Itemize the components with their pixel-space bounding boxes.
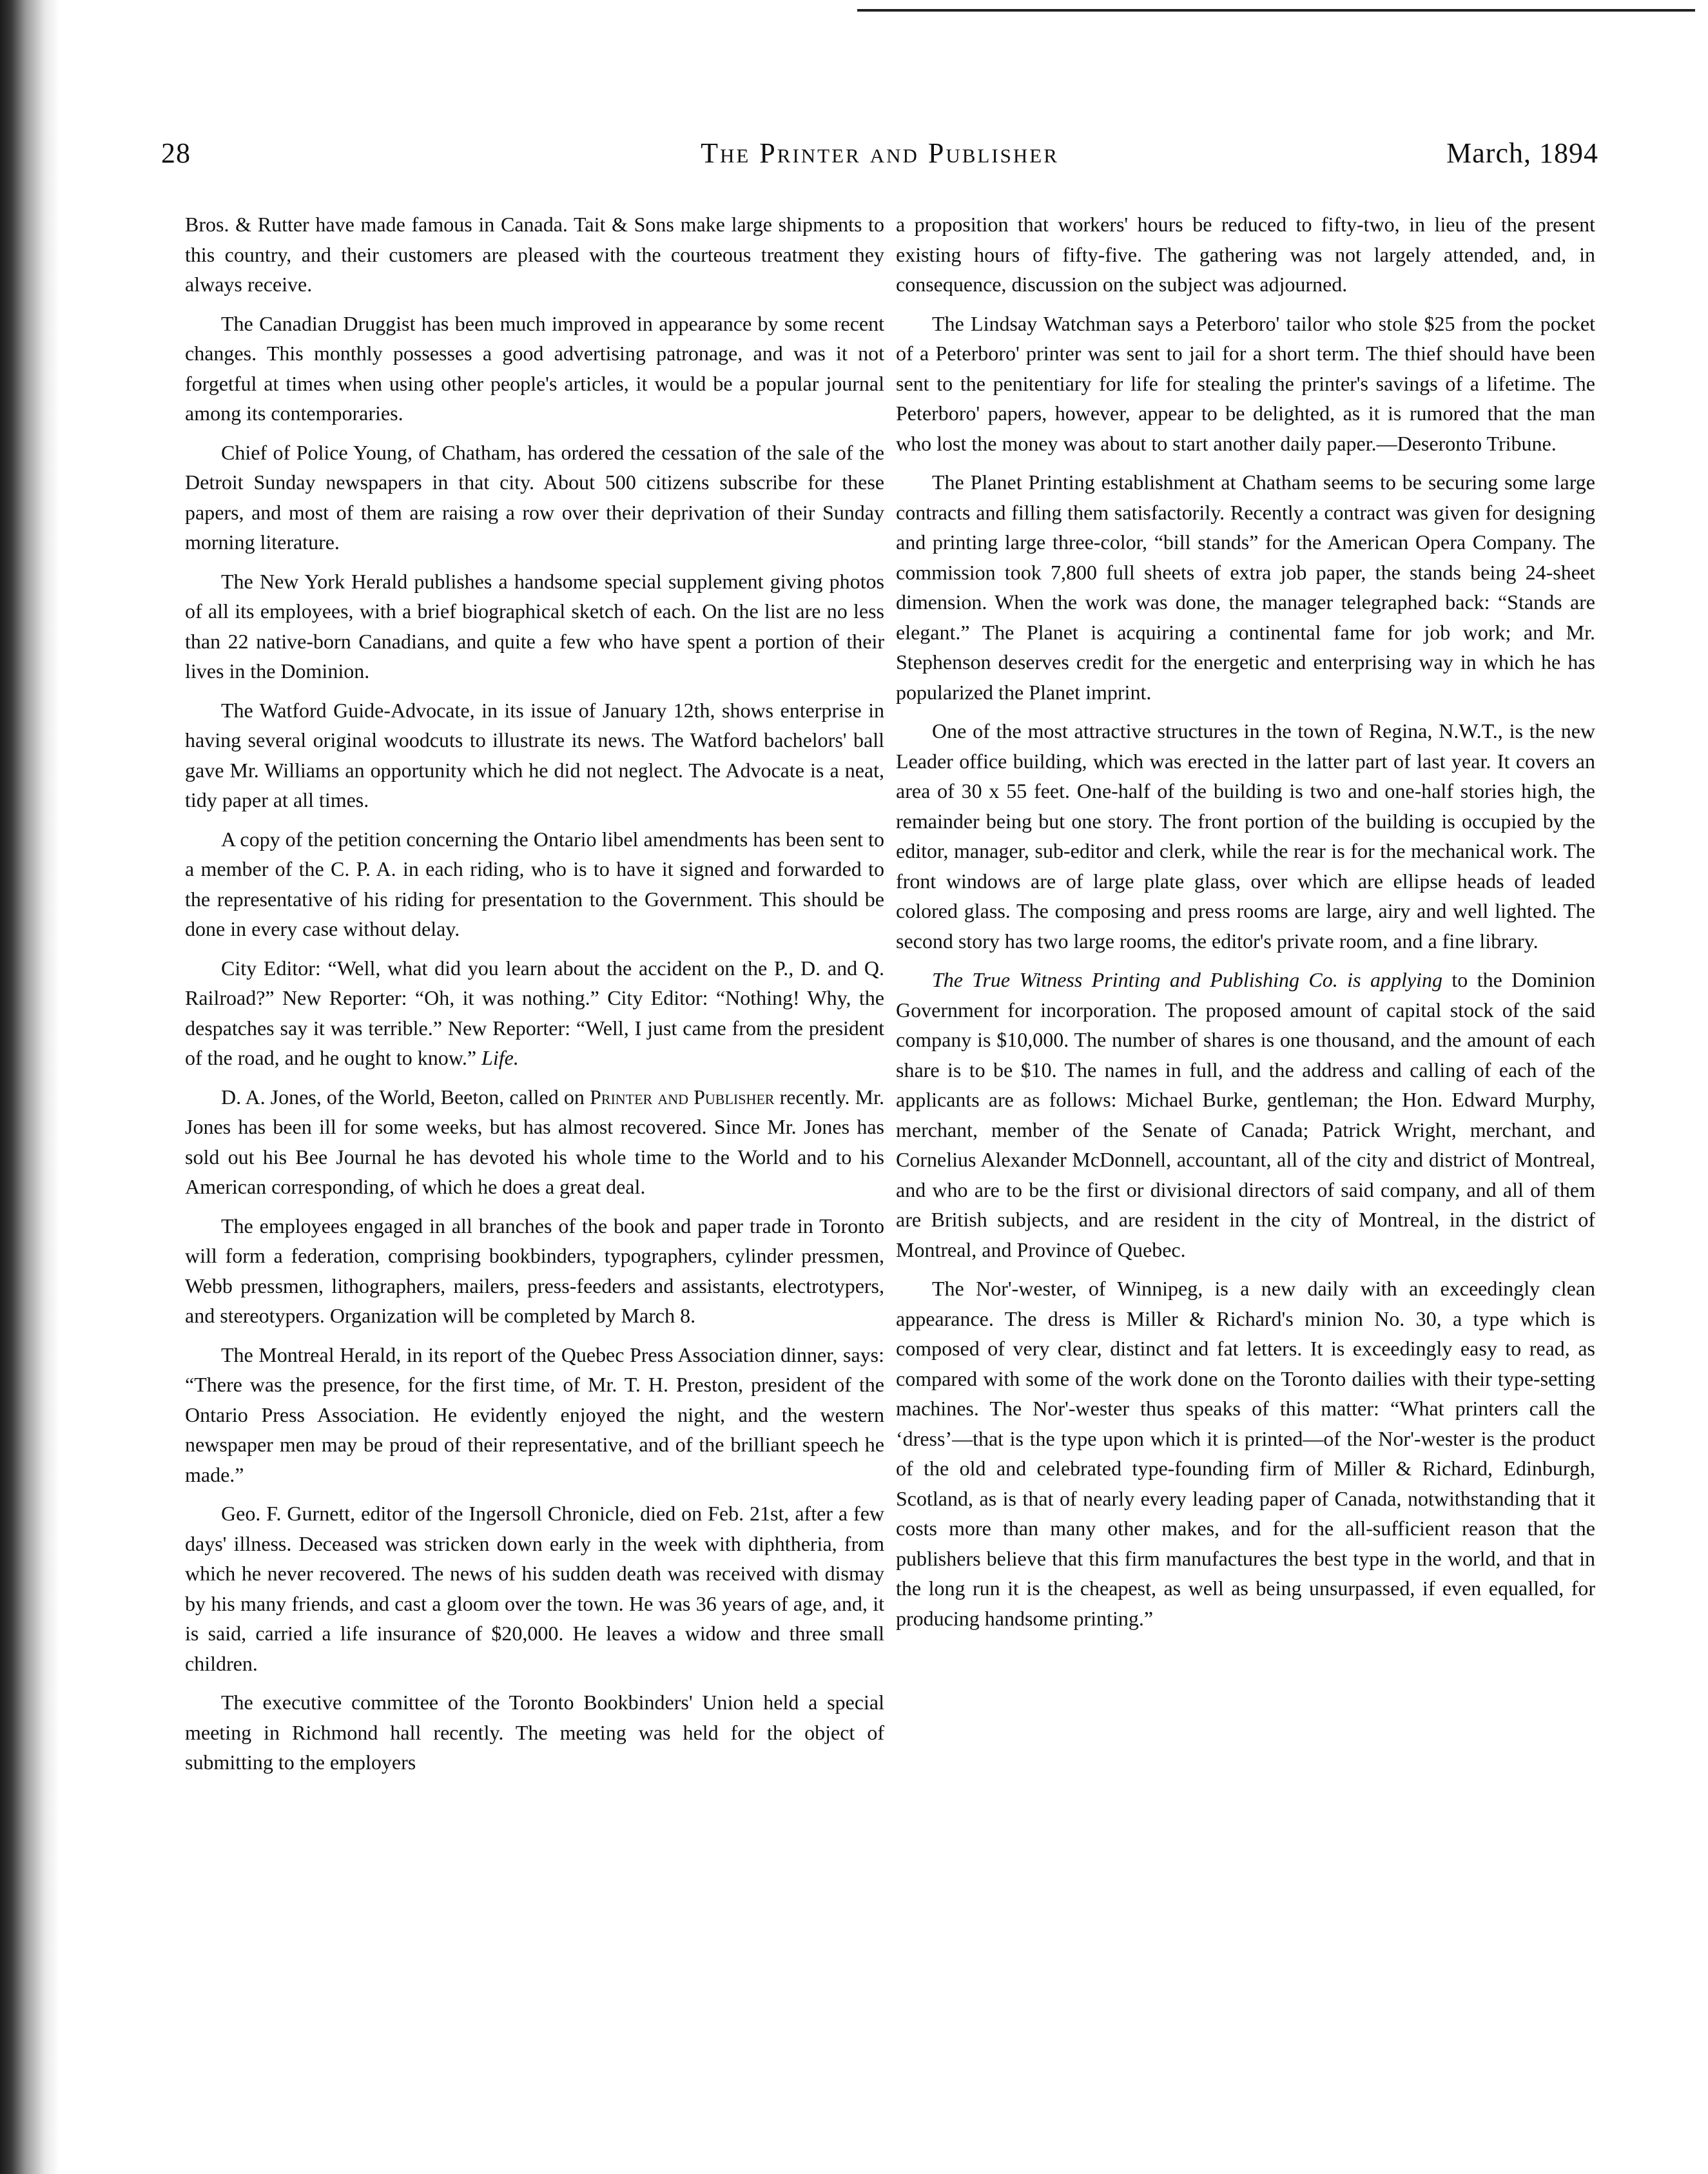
paragraph: A copy of the petition concerning the Ontario libel amendments has been sent to a member of the C. P. A. in each riding, who is to have it signed and forwarded to the representative of his riding for presentation to the Government. This should be done in every case without delay. bbox=[185, 827, 884, 940]
paragraph: One of the most attractive structures in the town of Regina, N.W.T., is the new Leader office building, which was erected in the latter part of last year. It covers an area of 30 x 55 feet. One-half of the building is two and one-half stories high, the remainder being but one story. The front portion of the building is occupied by the editor, manager, sub-editor and clerk, while the rear is for the mechanical work. The front windows are of large plate glass, over which are ellipse heads of leaded colored glass. The composing and press rooms are large, airy and well lighted. The second story has two large rooms, the editor's private room, and a fine library. bbox=[896, 719, 1595, 953]
running-title: The Printer and Publisher bbox=[701, 137, 1059, 169]
paragraph: a proposition that workers' hours be reduced to fifty-two, in lieu of the present existing hours of fifty-five. The gathering was not largely attended, and, in consequence, discussion on the subject was adjourned. bbox=[896, 213, 1595, 296]
paragraph: The Lindsay Watchman says a Peterboro' tailor who stole $25 from the pocket of a Peterboro' printer was sent to jail for a short term. The thief should have been sent to the penitentiary for life for stealing the printer's savings of a lifetime. The Peterboro' papers, however, appear to be delighted, as it is rumored that the man who lost the money was about to start another daily paper.—Deseronto Tribune. bbox=[896, 311, 1595, 455]
page-number: 28 bbox=[161, 137, 191, 169]
paragraph-text: D. A. Jones, of the World, Beeton, called on bbox=[221, 1085, 590, 1109]
paragraph: The Planet Printing establishment at Chatham seems to be securing some large contracts and filling them satisfactorily. Recently a contract was given for designing and printing large three-color, “bill stands” for the American Opera Company. The commission took 7,800 full sheets of extra job paper, the stands being 24-sheet dimension. When the work was done, the manager telegraphed back: “Stands are elegant.” The Planet is acquiring a continental fame for job work; and Mr. Stephenson deserves credit for the energetic and enterprising way in which he has popularized the Planet imprint. bbox=[896, 471, 1595, 704]
publication-name: Printer and Publisher bbox=[589, 1085, 775, 1109]
page-binding-edge bbox=[0, 0, 59, 2174]
paragraph bbox=[185, 1082, 884, 1202]
paragraph: The Montreal Herald, in its report of the Quebec Press Association dinner, says: “There was the presence, for the first time, of Mr. T. H. Preston, president of the Ontario Press Association. He evidently enjoyed the night, and the western newspaper men may be proud of their representative, and of the brilliant speech he made.” bbox=[185, 1343, 884, 1486]
paragraph-text: recently. Mr. Jones has been ill for some weeks, but has almost recovered. Since Mr. Jones has sold out his Bee Journal he has devoted his whole time to the World and to his American corresponding, of which he does a great deal. bbox=[185, 1085, 885, 1198]
paragraph: The executive committee of the Toronto Bookbinders' Union held a special meeting in Richmond hall recently. The meeting was held for the object of submitting to the employers bbox=[185, 1691, 884, 1774]
issue-date: March, 1894 bbox=[1446, 137, 1598, 169]
paragraph: The New York Herald publishes a handsome special supplement giving photos of all its employees, with a brief biographical sketch of each. On the list are no less than 22 native-born Canadians, and quite a few who have spent a portion of their lives in the Dominion. bbox=[185, 569, 884, 683]
paragraph: Geo. F. Gurnett, editor of the Ingersoll Chronicle, died on Feb. 21st, after a few days' illness. Deceased was stricken down early in the week with diphtheria, from which he never recovered. The news of his sudden death was received with dismay by his many friends, and cast a gloom over the town. He was 36 years of age, and, it is said, carried a life insurance of $20,000. He leaves a widow and three small children. bbox=[185, 1502, 884, 1675]
italic-lead: The True Witness Printing and Publishing Co. is applying bbox=[932, 968, 1442, 991]
paragraph-text: City Editor: “Well, what did you learn about the accident on the P., D. and Q. Railroad?” New Reporter: “Oh, it was nothing.” City Editor: “Nothing! Why, the despatches say it was terrible.” New Reporter: “Well, I just came from the president of the road, and he ought to know.” bbox=[185, 956, 884, 1069]
paragraph: The Nor'-wester, of Winnipeg, is a new daily with an exceedingly clean appearance. The dress is Miller & Richard's minion No. 30, a type which is composed of very clear, distinct and fat letters. It is exceedingly easy to read, as compared with some of the work done on the Toronto dailies with their type-setting machines. The Nor'-wester thus speaks of this matter: “What printers call the ‘dress’—that is the type upon which it is printed—of the Nor'-wester is the product of the old and celebrated type-founding firm of Miller & Richard, Edinburgh, Scotland, as is that of nearly every leading paper of Canada, notwithstanding that it costs more than many other makes, and for the all-sufficient reason that the publishers believe that this firm manufactures the best type in the world, and that in the long run it is the cheapest, as well as being unsurpassed, if even equalled, for producing handsome printing.” bbox=[896, 1277, 1595, 1630]
paragraph: Bros. & Rutter have made famous in Canada. Tait & Sons make large shipments to this country, and their customers are pleased with the courteous treatment they always receive. bbox=[185, 213, 884, 296]
page-header bbox=[161, 137, 1598, 182]
paragraph: The Watford Guide-Advocate, in its issue of January 12th, shows enterprise in having several original woodcuts to illustrate its news. The Watford bachelors' ball gave Mr. Williams an opportunity which he did not neglect. The Advocate is a neat, tidy paper at all times. bbox=[185, 698, 884, 811]
top-rule bbox=[857, 9, 1695, 12]
paragraph: The Canadian Druggist has been much improved in appearance by some recent changes. This monthly possesses a good advertising patronage, and was it not forgetful at times when using other people's articles, it would be a popular journal among its contemporaries. bbox=[185, 311, 884, 425]
right-column bbox=[896, 209, 1595, 1642]
paragraph: The employees engaged in all branches of the book and paper trade in Toronto will form a federation, comprising bookbinders, typographers, cylinder pressmen, Webb pressmen, lithographers, mailers, press-feeders and assistants, electrotypers, and stereotypers. Organization will be completed by March 8. bbox=[185, 1214, 884, 1327]
paragraph bbox=[185, 953, 884, 1073]
paragraph bbox=[896, 965, 1595, 1265]
paragraph: Chief of Police Young, of Chatham, has ordered the cessation of the sale of the Detroit Sunday newspapers in that city. About 500 citizens subscribe for these papers, and most of them are raising a row over their deprivation of their Sunday morning literature. bbox=[185, 440, 884, 554]
left-column bbox=[185, 209, 884, 1787]
quote-source: Life. bbox=[481, 1046, 519, 1069]
paragraph-text: to the Dominion Government for incorporation. The proposed amount of capital stock of the said company is $10,000. The number of shares is one thousand, and the amount of each share is to be $10. The names in full, and the address and calling of each of the applicants are as follows: Michael Burke, gentleman; the Hon. Edward Murphy, merchant, member of the Senate of Canada; Patrick Wright, merchant, and Cornelius Alexander McDonnell, accountant, all of the city and district of Montreal, and who are to be the first or divisional directors of said company, and all of them are British subjects, and are resident in the city of Montreal, in the district of Montreal, and Province of Quebec. bbox=[896, 968, 1596, 1261]
